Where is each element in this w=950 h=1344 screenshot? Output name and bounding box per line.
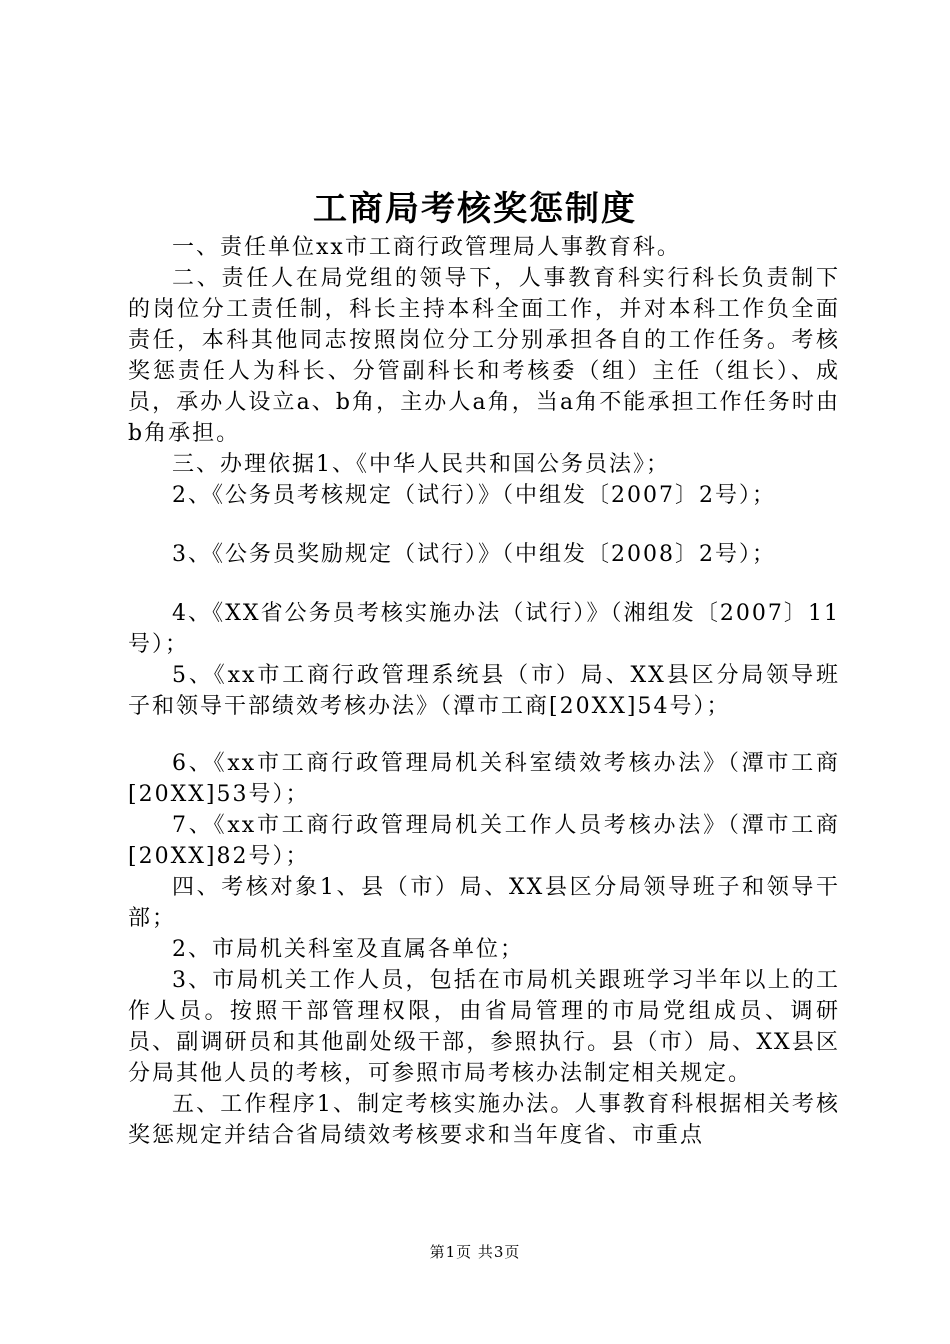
paragraph-responsible-unit: 一、责任单位xx市工商行政管理局人事教育科。 [172,235,681,260]
paragraph-basis-5: 5、《xx市工商行政管理系统县（市）局、XX县区分局领导班子和领导干部绩效考核办法》（潭市工商[20XX]54号）； [128,663,840,719]
paragraph-responsible-person: 二、责任人在局党组的领导下，人事教育科实行科长负责制下的岗位分工责任制，科长主持本科全面工作，并对本科工作负全面责任，本科其他同志按照岗位分工分别承担各自的工作任务。考核奖惩责任人为科长、分管副科长和考核委（组）主任（组长）、成员，承办人设立a、b角，主办人a角，当a角不能承担工作任务时由b角承担。 [128,266,840,446]
page-footer: 第1页 共3页 [429,1243,521,1261]
document-title: 工商局考核奖惩制度 [313,189,637,229]
paragraph-basis-4: 4、《XX省公务员考核实施办法（试行）》（湘组发〔2007〕11号）； [128,601,840,657]
paragraph-basis-7: 7、《xx市工商行政管理局机关工作人员考核办法》（潭市工商[20XX]82号）； [128,813,840,869]
paragraph-procedure-1: 五、工作程序1、制定考核实施办法。人事教育科根据相关考核奖惩规定并结合省局绩效考核要求和当年度省、市重点 [128,1092,840,1148]
paragraph-basis-1: 三、办理依据1、《中华人民共和国公务员法》； [172,452,670,477]
paragraph-targets-1: 四、考核对象1、县（市）局、XX县区分局领导班子和领导干部； [128,875,840,931]
paragraph-basis-2: 2、《公务员考核规定（试行）》（中组发〔2007〕2号）； [172,483,776,508]
document-body [128,232,840,1151]
paragraph-targets-2: 2、市局机关科室及直属各单位； [172,937,524,962]
paragraph-basis-3: 3、《公务员奖励规定（试行）》（中组发〔2008〕2号）； [172,542,776,567]
paragraph-targets-3: 3、市局机关工作人员，包括在市局机关跟班学习半年以上的工作人员。按照干部管理权限，由省局管理的市局党组成员、调研员、副调研员和其他副处级干部，参照执行。县（市）局、XX县区分局其他人员的考核，可参照市局考核办法制定相关规定。 [128,968,840,1086]
paragraph-basis-6: 6、《xx市工商行政管理局机关科室绩效考核办法》（潭市工商[20XX]53号）； [128,751,840,807]
